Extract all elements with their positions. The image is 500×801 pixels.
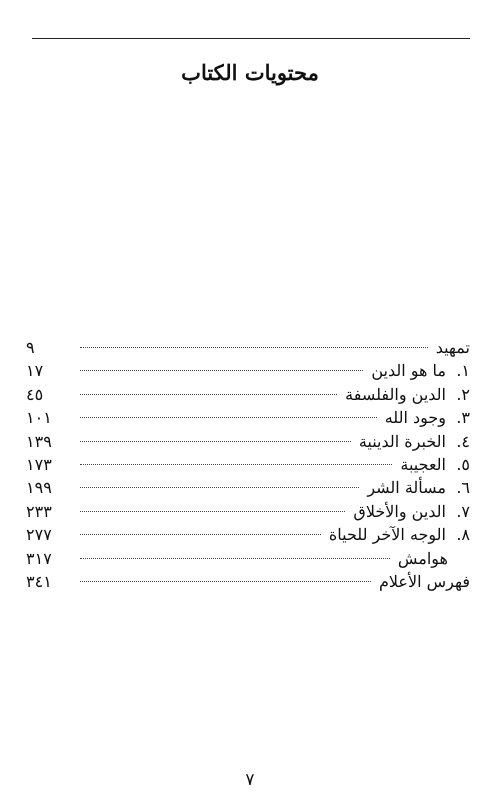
toc-entry-label: ما هو الدين <box>371 361 446 381</box>
toc-entry-label: الدين والفلسفة <box>345 384 446 404</box>
toc-entry-page: ١٣٩ <box>26 431 52 451</box>
toc-entry-chapter-5 <box>26 453 470 476</box>
toc-entry-page: ٩ <box>26 338 35 357</box>
toc-entry-chapter-2 <box>26 383 470 406</box>
toc-entry-page: ١٧ <box>26 361 44 381</box>
header-rule <box>32 38 470 39</box>
dot-leader <box>80 486 359 488</box>
toc-entry-number: ٦. <box>456 478 470 498</box>
toc-entry-number: ٨. <box>456 525 470 545</box>
toc-entry-page: ١٩٩ <box>26 478 52 498</box>
toc-entry-number: ٧. <box>456 501 470 521</box>
dot-leader <box>80 440 351 442</box>
dot-leader <box>80 346 428 348</box>
dot-leader <box>80 393 337 395</box>
toc-entry-index <box>26 570 470 593</box>
toc-entry-chapter-4 <box>26 430 470 453</box>
toc-entry-page: ٤٥ <box>26 384 44 404</box>
dot-leader <box>80 369 363 371</box>
page-title: محتويات الكتاب <box>181 60 319 85</box>
toc-entry-label: وجود الله <box>384 408 446 428</box>
table-of-contents <box>26 336 470 593</box>
toc-entry-label: فهرس الأعلام <box>378 571 470 591</box>
toc-entry-page: ٢٧٧ <box>26 525 52 545</box>
dot-leader <box>80 557 390 559</box>
toc-entry-number: ٢. <box>456 384 470 404</box>
toc-entry-page: ٣١٧ <box>26 548 52 568</box>
dot-leader <box>80 463 392 465</box>
toc-entry-label: العجيبة <box>400 454 446 474</box>
toc-entry-chapter-1 <box>26 359 470 382</box>
dot-leader <box>80 510 345 512</box>
toc-entry-page: ١٠١ <box>26 408 52 428</box>
toc-entry-page: ٣٤١ <box>26 571 52 591</box>
toc-entry-chapter-7 <box>26 500 470 523</box>
toc-entry-label: الدين والأخلاق <box>353 501 446 521</box>
toc-entry-label: مسألة الشر <box>367 478 446 498</box>
toc-entry-number: ٥. <box>456 454 470 474</box>
toc-entry-label: الوجه الآخر للحياة <box>328 525 446 545</box>
dot-leader <box>80 533 321 535</box>
toc-entry-chapter-8 <box>26 523 470 546</box>
page-number: ٧ <box>245 770 255 790</box>
toc-entry-chapter-6 <box>26 476 470 499</box>
toc-entry-number: ١. <box>456 361 470 381</box>
toc-entry-page: ١٧٣ <box>26 454 52 474</box>
dot-leader <box>80 580 371 582</box>
toc-entry-label: هوامش <box>397 548 448 568</box>
toc-entry-page: ٢٣٣ <box>26 501 52 521</box>
toc-entry-chapter-3 <box>26 406 470 429</box>
toc-entry-intro <box>26 336 470 359</box>
toc-entry-number: ٣. <box>456 408 470 428</box>
dot-leader <box>80 416 377 418</box>
toc-entry-label: تمهيد <box>435 338 470 357</box>
toc-entry-label: الخبرة الدينية <box>358 431 446 451</box>
toc-entry-notes <box>26 547 470 570</box>
toc-entry-number: ٤. <box>456 431 470 451</box>
